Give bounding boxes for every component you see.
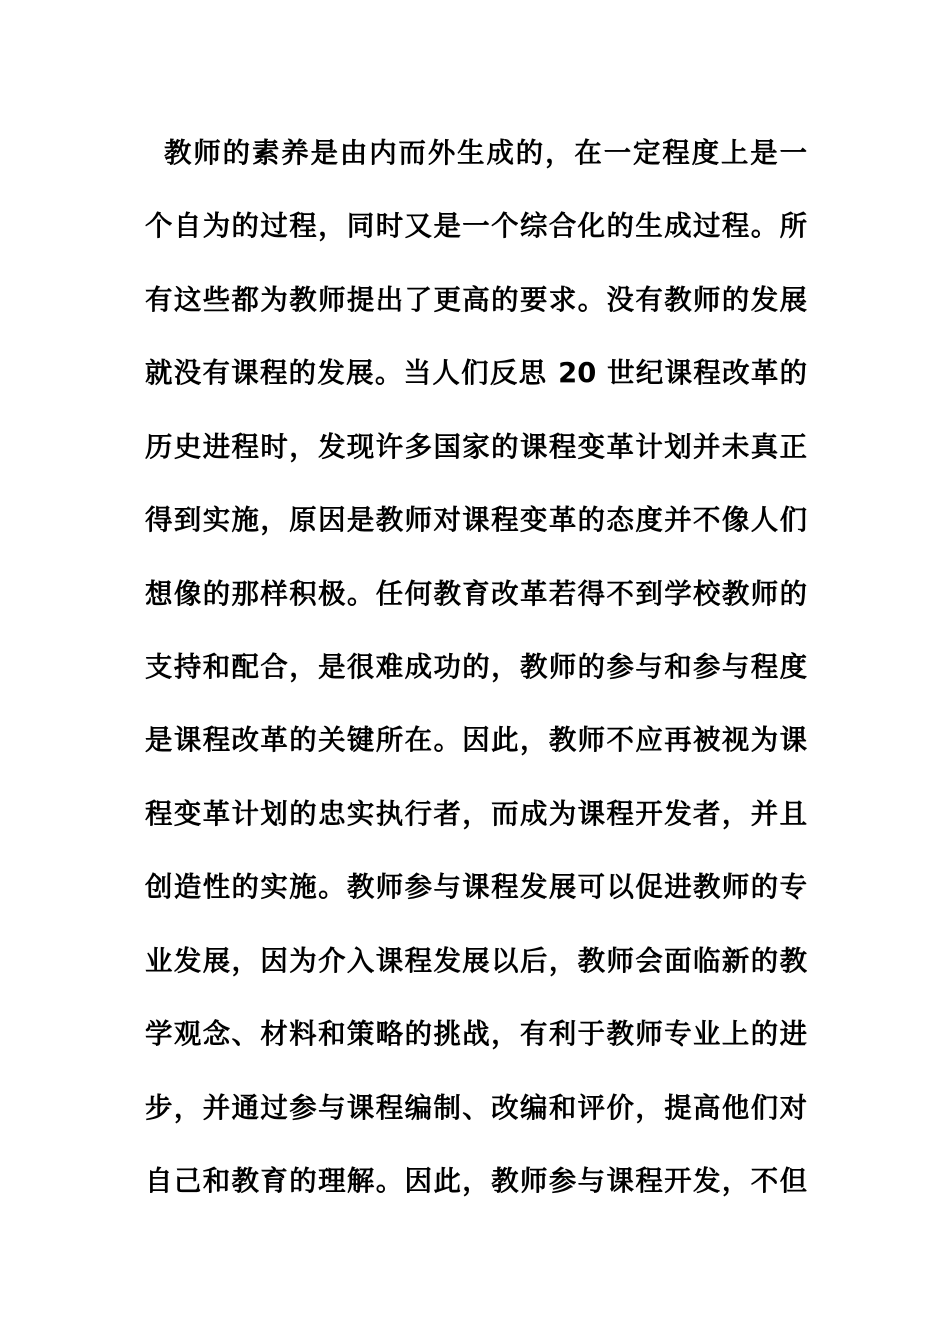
paragraph-line: 创造性的实施。教师参与课程发展可以促进教师的专 <box>145 872 807 903</box>
paragraph-line: 程变革计划的忠实执行者，而成为课程开发者，并且 <box>145 799 807 830</box>
paragraph-line: 就没有课程的发展。当人们反思 20 世纪课程改革的 <box>145 358 807 389</box>
paragraph-line: 教师的素养是由内而外生成的，在一定程度上是一 <box>164 138 807 169</box>
paragraph-line: 历史进程时，发现许多国家的课程变革计划并未真正 <box>145 432 807 463</box>
paragraph-line: 个自为的过程，同时又是一个综合化的生成过程。所 <box>145 211 807 242</box>
paragraph-line: 得到实施，原因是教师对课程变革的态度并不像人们 <box>145 505 807 536</box>
paragraph-line: 业发展，因为介入课程发展以后，教师会面临新的教 <box>145 946 807 977</box>
paragraph-line: 是课程改革的关键所在。因此，教师不应再被视为课 <box>145 725 807 756</box>
paragraph-line: 想像的那样积极。任何教育改革若得不到学校教师的 <box>145 579 807 610</box>
paragraph-line: 步，并通过参与课程编制、改编和评价，提高他们对 <box>145 1093 807 1124</box>
paragraph-line: 学观念、材料和策略的挑战，有利于教师专业上的进 <box>145 1019 807 1050</box>
paragraph-line: 支持和配合，是很难成功的，教师的参与和参与程度 <box>145 652 807 683</box>
paragraph-line: 自己和教育的理解。因此，教师参与课程开发，不但 <box>145 1166 807 1197</box>
paragraph-line: 有这些都为教师提出了更高的要求。没有教师的发展 <box>145 285 807 316</box>
